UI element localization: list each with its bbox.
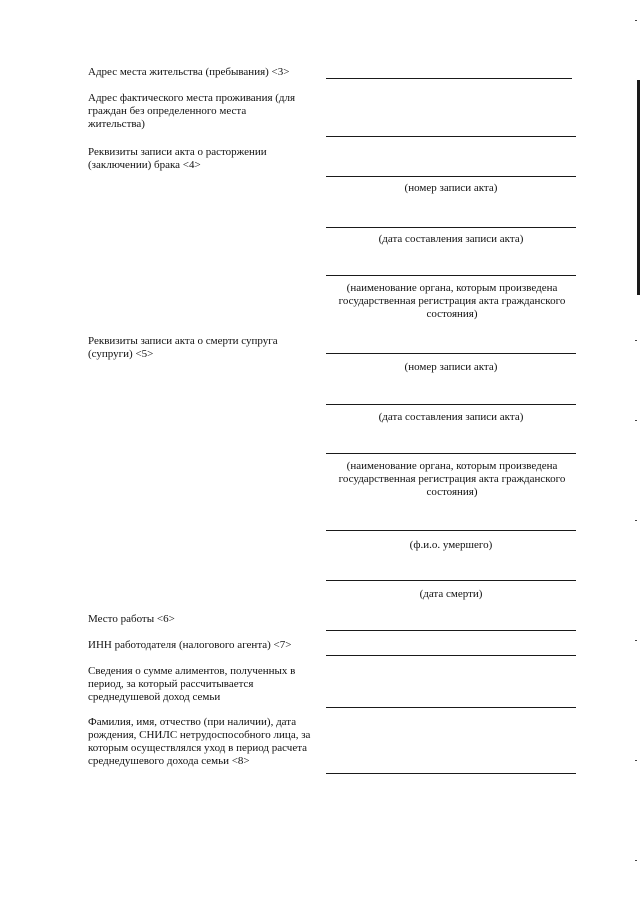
field-line-address-actual[interactable] — [326, 136, 576, 137]
field-line-address-residence[interactable] — [326, 78, 572, 79]
label-workplace: Место работы <6> — [88, 613, 175, 625]
caption-divorce-record-date: (дата составления записи акта) — [378, 233, 524, 245]
scan-edge-tick — [635, 760, 637, 761]
field-line-death-record-authority[interactable] — [326, 453, 576, 454]
label-alimony-info: Сведения о сумме алиментов, полученных в период, за который рассчитывается среднедушевой доход семьи — [88, 665, 296, 703]
caption-death-date: (дата смерти) — [419, 588, 483, 600]
label-address-residence: Адрес места жительства (пребывания) <3> — [88, 66, 290, 78]
caption-death-record-date: (дата составления записи акта) — [378, 411, 524, 423]
label-disabled-person-info: Фамилия, имя, отчество (при наличии), дата рождения, СНИЛС нетрудоспособного лица, за которым осуществлялся уход в период расчета среднедушевого дохода семьи <8> — [88, 716, 311, 767]
scan-edge-tick — [635, 340, 637, 341]
field-line-death-date[interactable] — [326, 580, 576, 581]
label-employer-inn: ИНН работодателя (налогового агента) <7> — [88, 639, 292, 651]
caption-death-record-authority: (наименование органа, которым произведена государственная регистрация акта гражданского состояния) — [338, 460, 566, 498]
scan-edge-tick — [635, 860, 637, 861]
scan-edge-tick — [635, 20, 637, 21]
field-line-alimony-info[interactable] — [326, 707, 576, 708]
field-line-divorce-record-date[interactable] — [326, 227, 576, 228]
scan-edge-tick — [635, 520, 637, 521]
scan-edge-artifact — [635, 0, 640, 905]
label-address-actual: Адрес фактического места проживания (для граждан без определенного места жительства) — [88, 92, 296, 130]
field-line-disabled-person-info[interactable] — [326, 773, 576, 774]
label-death-record: Реквизиты записи акта о смерти супруга (супруги) <5> — [88, 335, 278, 360]
field-line-death-record-number[interactable] — [326, 353, 576, 354]
field-line-divorce-record-number[interactable] — [326, 176, 576, 177]
caption-death-record-number: (номер записи акта) — [404, 361, 498, 373]
caption-deceased-name: (ф.и.о. умершего) — [409, 539, 493, 551]
scan-edge-tick — [635, 420, 637, 421]
field-line-employer-inn[interactable] — [326, 655, 576, 656]
field-line-divorce-record-authority[interactable] — [326, 275, 576, 276]
field-line-workplace[interactable] — [326, 630, 576, 631]
label-divorce-record: Реквизиты записи акта о расторжении (заключении) брака <4> — [88, 146, 267, 171]
caption-divorce-record-number: (номер записи акта) — [404, 182, 498, 194]
field-line-death-record-date[interactable] — [326, 404, 576, 405]
scan-edge-tick — [635, 640, 637, 641]
field-line-deceased-name[interactable] — [326, 530, 576, 531]
caption-divorce-record-authority: (наименование органа, которым произведена государственная регистрация акта гражданского состояния) — [338, 282, 566, 320]
